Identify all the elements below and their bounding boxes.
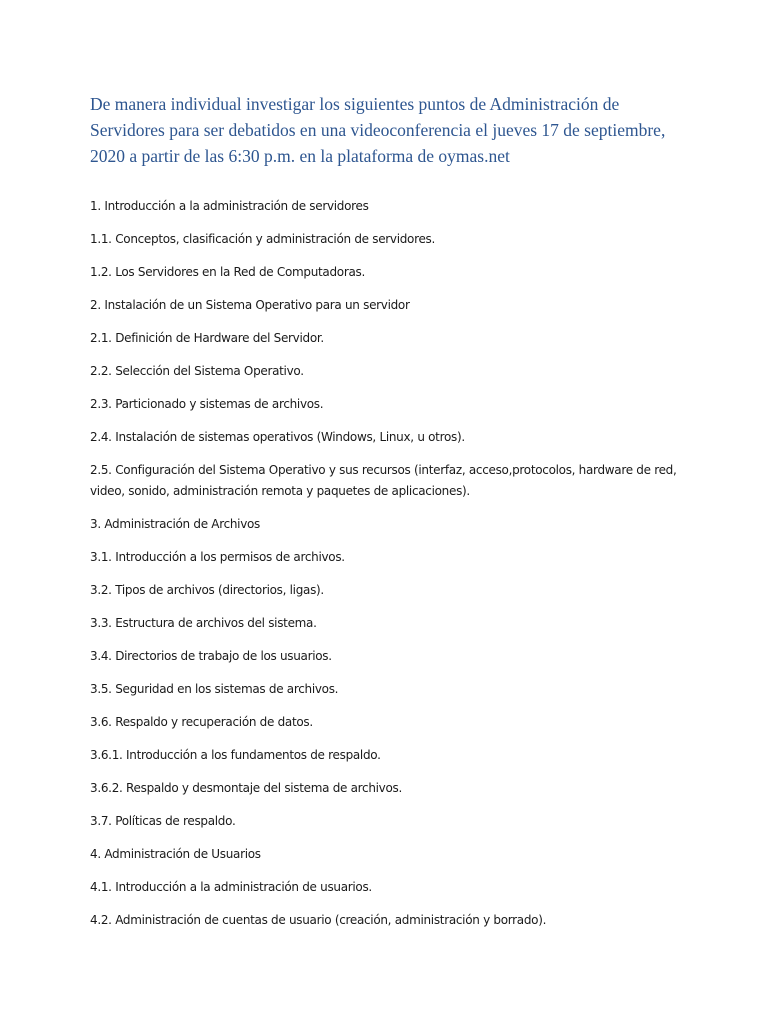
list-item: 3.1. Introducción a los permisos de archivos. bbox=[90, 550, 345, 564]
list-item: 2.4. Instalación de sistemas operativos (Windows, Linux, u otros). bbox=[90, 430, 465, 444]
list-item: 2.3. Particionado y sistemas de archivos. bbox=[90, 397, 324, 411]
list-item: 2. Instalación de un Sistema Operativo para un servidor bbox=[90, 298, 410, 312]
list-item: 2.5. Configuración del Sistema Operativo y sus recursos (interfaz, acceso,protocolos, hardware de red, video, sonido, administración remota y paquetes de aplicaciones). bbox=[90, 463, 677, 498]
list-item: 1. Introducción a la administración de servidores bbox=[90, 199, 369, 213]
list-item: 3.3. Estructura de archivos del sistema. bbox=[90, 616, 317, 630]
list-item: 3.6. Respaldo y recuperación de datos. bbox=[90, 715, 313, 729]
list-item: 3.6.1. Introducción a los fundamentos de respaldo. bbox=[90, 748, 381, 762]
document-heading: De manera individual investigar los siguientes puntos de Administración de Servidores para ser debatidos en una videoconferencia el jueves 17 de septiembre, 2020 a partir de las 6:30 p.m. en la plataforma de oymas.net bbox=[90, 94, 666, 166]
list-item: 3.4. Directorios de trabajo de los usuarios. bbox=[90, 649, 332, 663]
list-item: 3.7. Políticas de respaldo. bbox=[90, 814, 236, 828]
list-item: 2.1. Definición de Hardware del Servidor. bbox=[90, 331, 324, 345]
list-item: 4.2. Administración de cuentas de usuario (creación, administración y borrado). bbox=[90, 913, 547, 927]
list-item: 3.2. Tipos de archivos (directorios, ligas). bbox=[90, 583, 324, 597]
list-item: 3. Administración de Archivos bbox=[90, 517, 261, 531]
list-item: 4.1. Introducción a la administración de usuarios. bbox=[90, 880, 372, 894]
list-item: 1.2. Los Servidores en la Red de Computadoras. bbox=[90, 265, 365, 279]
list-item: 1.1. Conceptos, clasificación y administración de servidores. bbox=[90, 232, 436, 246]
list-item: 3.6.2. Respaldo y desmontaje del sistema de archivos. bbox=[90, 781, 402, 795]
list-item: 3.5. Seguridad en los sistemas de archivos. bbox=[90, 682, 339, 696]
list-item: 4. Administración de Usuarios bbox=[90, 847, 261, 861]
topic-list bbox=[90, 196, 690, 943]
list-item: 2.2. Selección del Sistema Operativo. bbox=[90, 364, 304, 378]
